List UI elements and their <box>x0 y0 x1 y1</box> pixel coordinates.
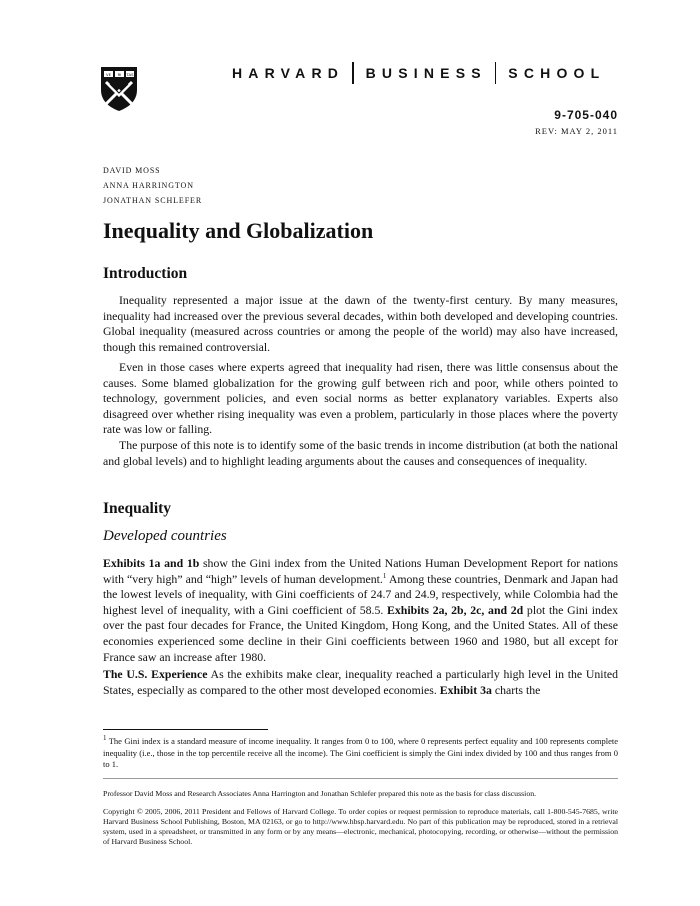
harvard-shield-logo <box>100 66 138 112</box>
school-wordmark <box>232 62 605 84</box>
text-run: Among these countries, Denmark and Japan had the lowest levels of inequality, with Gini coefficients of 24.7 and 24.9, respectively, while Colombia had the highest level of inequality, with a Gini coefficient of 58.5. <box>103 571 618 617</box>
svg-text:RI: RI <box>117 72 122 77</box>
revision-date: REV: MAY 2, 2011 <box>535 126 618 136</box>
text-run: charts the <box>491 682 541 697</box>
svg-text:TAS: TAS <box>126 72 134 77</box>
text-run: show the Gini index from the United Nations Human Development Report for nations with “very high” and “high” levels of human development. <box>103 556 618 586</box>
inequality-paragraph-1 <box>103 556 618 665</box>
subsection-heading-developed: Developed countries <box>103 528 227 544</box>
wordmark-divider <box>352 62 354 84</box>
exhibit-ref: Exhibit 3a <box>439 682 492 697</box>
inequality-paragraph-2 <box>103 667 618 698</box>
footnote-text: The Gini index is a standard measure of income inequality. It ranges from 0 to 100, where 0 represents perfect equality and 100 represents complete inequality (i.e., those in the top percentile receive all the income). The Gini coefficient is simply the Gini index divided by 100 and thus ranges from 0 to 1. <box>103 736 618 769</box>
section-heading-inequality: Inequality <box>103 500 172 517</box>
text-run: plot the Gini index over the past four decades for France, the United Kingdom, Hong Kong, and the United States. All of these economies experienced some decline in their Gini coefficients between 1960 and 1980, but all except for France saw an increase after 1980. <box>103 602 618 664</box>
section-heading-introduction: Introduction <box>103 265 188 282</box>
footnote-ref: 1 <box>382 571 387 580</box>
footnote-divider <box>103 729 268 730</box>
document-title: Inequality and Globalization <box>103 218 374 243</box>
footer-divider <box>103 778 618 779</box>
footnote-mark: 1 <box>103 734 107 743</box>
exhibit-ref: Exhibits 1a and 1b <box>103 556 200 570</box>
wordmark-school: SCHOOL <box>508 65 606 81</box>
intro-paragraph-2: Even in those cases where experts agreed that inequality had risen, there was little consensus about the causes. Some blamed globalization for the growing gulf between rich and poor, while others pointed to technology, government policies, and even social norms as better explanatory variables. Experts also disagreed over whether rising inequality was even a problem, particularly in those places where the poverty rate was low or falling. <box>103 360 618 437</box>
author-name: JONATHAN SCHLEFER <box>103 196 203 205</box>
copyright-notice: Copyright © 2005, 2006, 2011 President and Fellows of Harvard College. To order copies or request permission to reproduce materials, call 1-800-545-7685, write Harvard Business School Publishing, Boston, MA 02163, or go to http://www.hbsp.harvard.edu. No part of this publication may be reproduced, stored in a retrieval system, used in a spreadsheet, or transmitted in any form or by any means—electronic, mechanical, photocopying, recording, or otherwise—without the permission of Harvard Business School. <box>103 807 618 846</box>
footnote <box>103 736 618 771</box>
author-name: ANNA HARRINGTON <box>103 181 194 190</box>
intro-paragraph-3: The purpose of this note is to identify some of the basic trends in income distribution (at both the national and global levels) and to highlight leading arguments about the causes and consequences of inequality. <box>103 438 618 468</box>
run-in-heading: The U.S. Experience <box>103 667 208 681</box>
author-name: DAVID MOSS <box>103 166 161 175</box>
exhibit-ref: Exhibits 2a, 2b, 2c, and 2d <box>387 602 524 617</box>
wordmark-business: BUSINESS <box>365 65 487 81</box>
wordmark-divider <box>495 62 497 84</box>
document-number: 9-705-040 <box>554 108 618 122</box>
prepared-by-note: Professor David Moss and Research Associates Anna Harrington and Jonathan Schlefer prepared this note as the basis for class discussion. <box>103 789 537 798</box>
intro-paragraph-1: Inequality represented a major issue at the dawn of the twenty-first century. By many measures, inequality had increased over the previous several decades, within both developed and developing countries. Global inequality (measured across countries or among the people of the world) may also have increased, though this remained controversial. <box>103 293 618 354</box>
wordmark-harvard: HARVARD <box>232 65 345 81</box>
svg-text:VE: VE <box>106 72 111 77</box>
text-run: As the exhibits make clear, inequality reached a particularly high level in the United States, especially as compared to the other most developed economies. <box>103 667 619 697</box>
